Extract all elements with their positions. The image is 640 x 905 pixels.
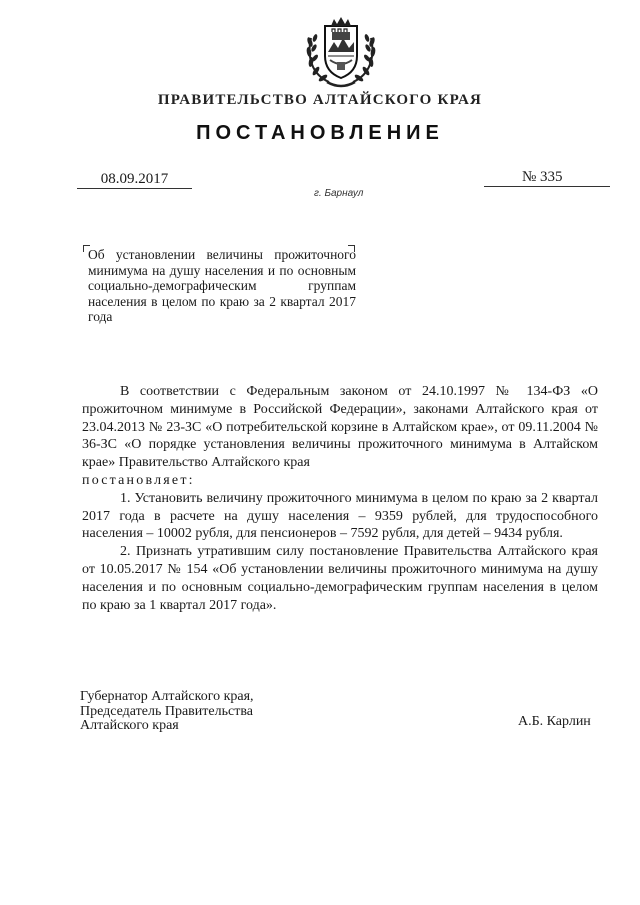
body-point-2: 2. Признать утратившим силу постановление Правительства Алтайского края от 10.05.2017 № 154 «Об установлении величины прожиточного минимума на душу населения и по основным социально-демографическим группам населения в целом по краю за 1 квартал 2017 года».: [82, 544, 598, 613]
decree-word: постановляет:: [82, 472, 195, 488]
document-city: г. Барнаул: [314, 188, 364, 199]
document-date: 08.09.2017: [77, 170, 192, 189]
body-point-1: 1. Установить величину прожиточного минимума в целом по краю за 2 квартал 2017 года в расчете на душу населения – 9359 рублей, для трудоспособного населения – 10002 рубля, для пенсионеров – 7592 рубля, для детей – 9434 рубля.: [82, 490, 598, 542]
decree-word-line: [82, 472, 598, 490]
document-number: [484, 168, 610, 187]
intro-text: В соответствии с Федеральным законом от 24.10.1997 № 134-ФЗ «О прожиточном минимуме в Российской Федерации», законами Алтайского края от 23.04.2013 № 23-ЗС «О потребительской корзине в Алтайском крае», от 09.11.2004 № 36-ЗС «О порядке установления величины прожиточного минимума в Алтайском крае» Правительство Алтайского края: [82, 384, 598, 471]
signatory-title-line-1: Губернатор Алтайского края,: [80, 689, 254, 704]
signatory-name: А.Б. Карлин: [518, 714, 591, 729]
document-type-heading: ПОСТАНОВЛЕНИЕ: [196, 122, 444, 144]
signatory-title-line-2: Председатель Правительства: [80, 703, 253, 719]
signatory-title-line-3: Алтайского края: [80, 718, 179, 733]
document-body: [82, 383, 598, 614]
signatory-title: [80, 690, 254, 734]
government-title: ПРАВИТЕЛЬСТВО АЛТАЙСКОГО КРАЯ: [157, 92, 483, 108]
document-subject: Об установлении величины прожиточного минимума на душу населения и по основным социально-демографическим группам населения в целом по краю за 2 квартал 2017 года: [88, 247, 356, 324]
coat-of-arms-icon: [301, 12, 381, 90]
body-intro: [82, 383, 598, 472]
document-number-value: № 335: [522, 169, 563, 185]
